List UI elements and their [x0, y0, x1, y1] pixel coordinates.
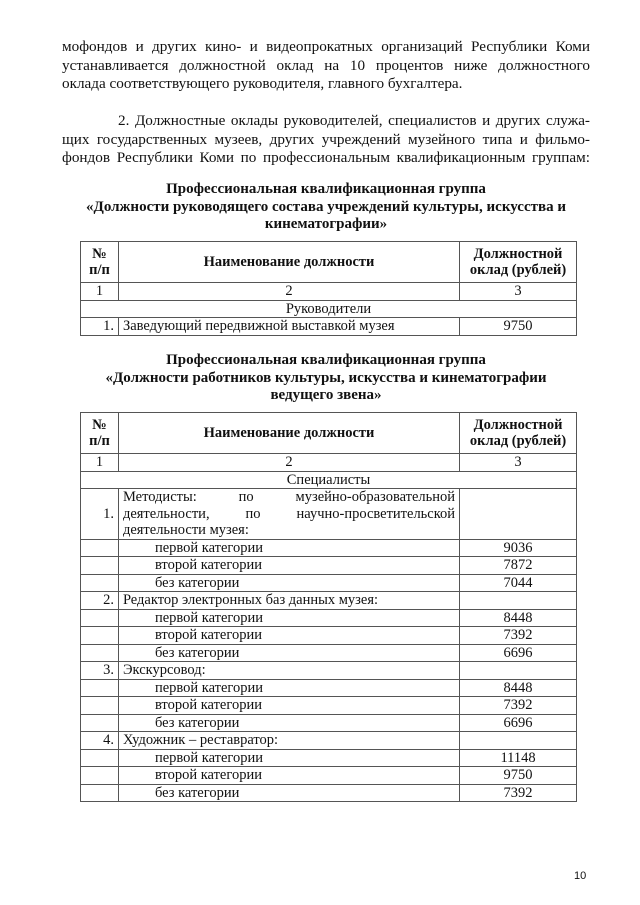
- row-num: 3.: [81, 662, 119, 680]
- title-line: ведущего звена»: [270, 387, 382, 403]
- category-salary: 8448: [460, 679, 577, 697]
- row-num-empty: [81, 644, 119, 662]
- category-row: [81, 539, 577, 557]
- row-num-empty: [81, 539, 119, 557]
- col-num: 2: [118, 454, 459, 472]
- category-row: [81, 749, 577, 767]
- category-name: первой категории: [118, 539, 459, 557]
- category-salary: 9750: [460, 767, 577, 785]
- row-salary-empty: [460, 662, 577, 680]
- group1-title: [62, 181, 590, 234]
- category-salary: 11148: [460, 749, 577, 767]
- title-line: «Должности работников культуры, искусства и кинематографии: [105, 369, 547, 386]
- row-num-empty: [81, 784, 119, 802]
- category-row: [81, 627, 577, 645]
- row-name: Методисты: по музейно-образовательной деятельности, по научно-просветительской деятельности музея:: [118, 489, 459, 540]
- row-num-empty: [81, 767, 119, 785]
- text-line: щих государственных музеев, других учреждений музейного типа и фильмо-: [62, 130, 590, 148]
- intro-paragraph: [62, 38, 590, 94]
- category-salary: 6696: [460, 644, 577, 662]
- col-num: 3: [460, 454, 577, 472]
- group2-table: [80, 412, 577, 802]
- category-row: [81, 679, 577, 697]
- category-name: второй категории: [118, 627, 459, 645]
- category-name: второй категории: [118, 767, 459, 785]
- col-num: 2: [118, 283, 459, 301]
- row-salary-empty: [460, 592, 577, 610]
- section-row: [81, 471, 577, 489]
- category-salary: 7392: [460, 627, 577, 645]
- group2-title: [62, 352, 590, 405]
- text-line: 2. Должностные оклады руководителей, специалистов и других служа-: [118, 112, 590, 129]
- text-line: мофондов и других кино- и видеопрокатных организаций Республики Коми: [62, 38, 590, 55]
- category-salary: 7392: [460, 784, 577, 802]
- category-salary: 9036: [460, 539, 577, 557]
- category-row: [81, 767, 577, 785]
- paragraph-2: [62, 112, 590, 168]
- row-name: Редактор электронных баз данных музея:: [118, 592, 459, 610]
- row-num-empty: [81, 697, 119, 715]
- category-salary: 8448: [460, 609, 577, 627]
- category-name: первой категории: [118, 609, 459, 627]
- category-salary: 6696: [460, 714, 577, 732]
- page-number: 10: [574, 870, 587, 882]
- col-num: 3: [460, 283, 577, 301]
- category-row: [81, 697, 577, 715]
- row-num-empty: [81, 609, 119, 627]
- category-salary: 7044: [460, 574, 577, 592]
- row-name: Заведующий передвижной выставкой музея: [118, 318, 459, 336]
- category-row: [81, 784, 577, 802]
- row-num: 2.: [81, 592, 119, 610]
- title-line: кинематографии»: [264, 216, 388, 232]
- category-row: [81, 714, 577, 732]
- row-name: Художник – реставратор:: [118, 732, 459, 750]
- text-line: устанавливается должностной оклад на 10 процентов ниже должностного: [62, 56, 590, 74]
- column-numbers-row: [81, 283, 577, 301]
- title-line: Профессиональная квалификационная группа: [166, 352, 486, 368]
- row-num-empty: [81, 749, 119, 767]
- column-numbers-row: [81, 454, 577, 472]
- category-name: второй категории: [118, 557, 459, 575]
- section-label: Руководители: [81, 300, 577, 318]
- position-row: [81, 662, 577, 680]
- position-row: [81, 732, 577, 750]
- col-num: 1: [81, 283, 119, 301]
- col-num: 1: [81, 454, 119, 472]
- text-line: фондов Республики Коми по профессиональным квалификационным группам:: [62, 149, 590, 166]
- group1-table: [80, 241, 577, 336]
- position-row: [81, 489, 577, 540]
- row-num-empty: [81, 557, 119, 575]
- position-row: [81, 592, 577, 610]
- row-num: 1.: [81, 489, 119, 540]
- category-name: без категории: [118, 714, 459, 732]
- category-row: [81, 574, 577, 592]
- category-salary: 7392: [460, 697, 577, 715]
- text-line: оклада соответствующего руководителя, главного бухгалтера.: [62, 75, 463, 92]
- title-line: «Должности руководящего состава учреждений культуры, искусства и: [86, 198, 566, 215]
- category-name: второй категории: [118, 697, 459, 715]
- row-num: 4.: [81, 732, 119, 750]
- header-name: Наименование должности: [118, 413, 459, 454]
- header-name: Наименование должности: [118, 242, 459, 283]
- row-num: 1.: [81, 318, 119, 336]
- row-name: Экскурсовод:: [118, 662, 459, 680]
- title-line: Профессиональная квалификационная группа: [166, 181, 486, 197]
- row-salary-empty: [460, 489, 577, 540]
- row-num-empty: [81, 714, 119, 732]
- section-row: [81, 300, 577, 318]
- header-row: [81, 413, 577, 454]
- row-num-empty: [81, 627, 119, 645]
- category-name: без категории: [118, 574, 459, 592]
- header-salary: Должностной оклад (рублей): [460, 242, 577, 283]
- header-salary: Должностной оклад (рублей): [460, 413, 577, 454]
- category-salary: 7872: [460, 557, 577, 575]
- category-row: [81, 644, 577, 662]
- row-salary: 9750: [460, 318, 577, 336]
- table-row: [81, 318, 577, 336]
- row-salary-empty: [460, 732, 577, 750]
- header-num: № п/п: [81, 242, 119, 283]
- category-row: [81, 557, 577, 575]
- category-row: [81, 609, 577, 627]
- category-name: первой категории: [118, 749, 459, 767]
- row-num-empty: [81, 574, 119, 592]
- category-name: без категории: [118, 784, 459, 802]
- category-name: первой категории: [118, 679, 459, 697]
- header-num: № п/п: [81, 413, 119, 454]
- row-num-empty: [81, 679, 119, 697]
- category-name: без категории: [118, 644, 459, 662]
- section-label: Специалисты: [81, 471, 577, 489]
- header-row: [81, 242, 577, 283]
